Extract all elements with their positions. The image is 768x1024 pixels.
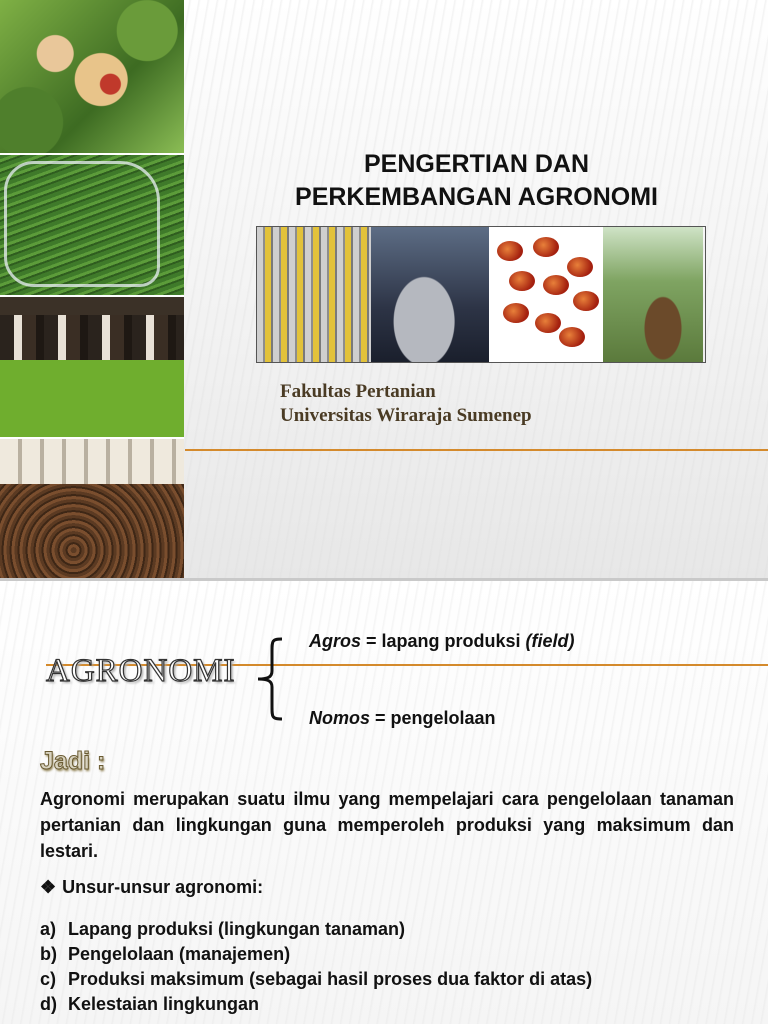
definition-paragraph: Agronomi merupakan suatu ilmu yang mempelajari cara pengelolaan tanaman pertanian dan lingkungan guna memperoleh produksi yang maksimum dan lestari. — [40, 789, 734, 861]
nomos-term: Nomos — [309, 708, 371, 728]
faculty-name: Fakultas Pertanian — [280, 381, 436, 402]
list-item-text: Produksi maksimum (sebagai hasil proses dua faktor di atas) — [68, 969, 593, 989]
definition-slide — [0, 581, 768, 1024]
slide-title — [185, 148, 768, 214]
title-line-1: PENGERTIAN DAN — [363, 150, 589, 178]
university-name: Universitas Wiraraja Sumenep — [280, 405, 532, 426]
agros-definition — [309, 631, 575, 652]
industry-collage — [256, 226, 706, 363]
unsur-heading-text: Unsur-unsur agronomi: — [62, 877, 264, 897]
palm-fruit-photo — [489, 227, 603, 362]
bottling-machine-photo — [257, 227, 371, 362]
institution-block — [280, 380, 532, 428]
chicken-farm-photo — [0, 439, 184, 578]
list-item — [40, 942, 592, 967]
photo-strip — [0, 0, 185, 578]
nutmeg-fruit-photo — [0, 0, 184, 155]
list-marker: d) — [40, 994, 57, 1014]
agronomi-heading: AGRONOMI — [46, 653, 236, 689]
agros-term: Agros — [309, 631, 362, 651]
agros-english: (field) — [525, 631, 575, 651]
nomos-meaning: = pengelolaan — [370, 708, 496, 728]
diamond-bullet-icon: ❖ — [40, 877, 57, 897]
list-item — [40, 967, 592, 992]
unsur-heading — [40, 877, 263, 898]
list-item-text: Lapang produksi (lingkungan tanaman) — [68, 919, 406, 939]
nomos-definition — [309, 708, 496, 729]
list-marker: a) — [40, 919, 57, 939]
factory-machinery-photo — [371, 227, 489, 362]
unsur-list — [40, 917, 592, 1017]
curly-brace-icon — [254, 637, 284, 721]
agros-meaning: = lapang produksi — [361, 631, 526, 651]
list-item-text: Kelestaian lingkungan — [68, 994, 260, 1014]
jadi-heading: Jadi : — [40, 747, 106, 775]
palm-harvest-photo — [603, 227, 703, 362]
green-beans-photo — [0, 155, 184, 297]
list-item — [40, 917, 592, 942]
list-item-text: Pengelolaan (manajemen) — [68, 944, 291, 964]
accent-divider — [185, 449, 768, 451]
list-marker: c) — [40, 969, 57, 989]
list-marker: b) — [40, 944, 57, 964]
title-line-2: PERKEMBANGAN AGRONOMI — [295, 183, 658, 211]
list-item — [40, 992, 592, 1017]
dairy-cows-photo — [0, 297, 184, 439]
